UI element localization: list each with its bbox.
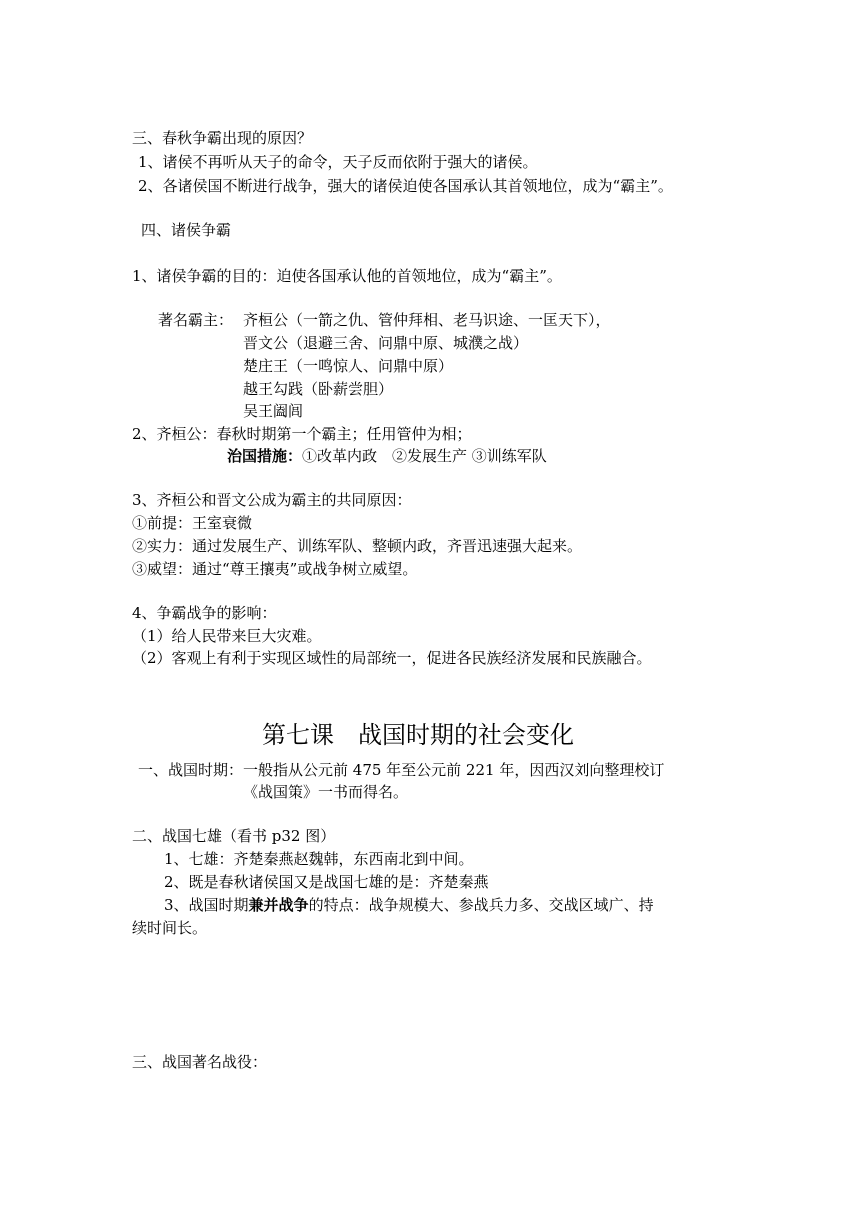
measures-label: 治国措施： bbox=[227, 447, 303, 465]
lesson-7-section-2-point-2: 2、既是春秋诸侯国又是战国七雄的是：齐楚秦燕 bbox=[164, 873, 489, 891]
section-4-point-1: 1、诸侯争霸的目的：迫使各国承认他的首领地位，成为“霸主”。 bbox=[132, 267, 562, 285]
section-4-point-2: 2、齐桓公：春秋时期第一个霸主；任用管仲为相； bbox=[132, 425, 472, 443]
lesson-7-section-1-line-2: 《战国策》一书而得名。 bbox=[243, 783, 409, 801]
section-3-heading: 三、春秋争霸出现的原因？ bbox=[132, 129, 313, 147]
section-3-point-2: 2、各诸侯国不断进行战争，强大的诸侯迫使各国承认其首领地位，成为“霸主”。 bbox=[138, 177, 673, 195]
hegemon-item: 越王勾践（卧薪尝胆） bbox=[243, 380, 394, 398]
governance-measures bbox=[227, 446, 547, 466]
hegemon-item: 晋文公（退避三舍、问鼎中原、城濮之战） bbox=[243, 334, 529, 352]
lesson-7-section-2-heading: 二、战国七雄（看书 p32 图） bbox=[132, 827, 336, 845]
lesson-7-section-2-point-1: 1、七雄：齐楚秦燕赵魏韩，东西南北到中间。 bbox=[164, 850, 474, 868]
lesson-7-section-1-line-1: 一、战国时期：一般指从公元前 475 年至公元前 221 年，因西汉刘向整理校订 bbox=[138, 761, 665, 779]
section-3-point-1: 1、诸侯不再听从天子的命令，天子反而依附于强大的诸侯。 bbox=[138, 153, 538, 171]
reason-item: ①前提：王室衰微 bbox=[132, 514, 253, 532]
point-3-suffix: 的特点：战争规模大、参战兵力多、交战区域广、持 bbox=[308, 896, 654, 914]
point-3-emphasis: 兼并战争 bbox=[248, 896, 309, 914]
hegemon-item: 吴王阖闾 bbox=[243, 402, 304, 420]
section-4-point-4: 4、争霸战争的影响： bbox=[132, 604, 277, 622]
lesson-7-section-3-heading: 三、战国著名战役： bbox=[132, 1053, 268, 1071]
reason-item: ②实力：通过发展生产、训练军队、整顿内政，齐晋迅速强大起来。 bbox=[132, 537, 583, 555]
point-3-prefix: 3、战国时期 bbox=[164, 896, 249, 914]
lesson-7-section-2-point-3-continued: 续时间长。 bbox=[132, 919, 208, 937]
section-4-point-3: 3、齐桓公和晋文公成为霸主的共同原因： bbox=[132, 491, 412, 509]
lesson-7-section-2-point-3 bbox=[164, 895, 654, 915]
hegemon-item: 楚庄王（一鸣惊人、问鼎中原） bbox=[243, 357, 454, 375]
reason-item: ③威望：通过“尊王攘夷”或战争树立威望。 bbox=[132, 560, 418, 578]
lesson-7-title: 第七课 战国时期的社会变化 bbox=[262, 721, 574, 749]
section-4-heading: 四、诸侯争霸 bbox=[141, 221, 232, 239]
impact-item: （2）客观上有利于实现区域性的局部统一，促进各民族经济发展和民族融合。 bbox=[132, 649, 652, 667]
hegemon-item: 齐桓公（一箭之仇、管仲拜相、老马识途、一匡天下）， bbox=[243, 311, 611, 329]
measures-text: ①改革内政 ②发展生产 ③训练军队 bbox=[302, 447, 547, 465]
impact-item: （1）给人民带来巨大灾难。 bbox=[132, 627, 322, 645]
hegemons-label: 著名霸主： bbox=[158, 311, 234, 329]
